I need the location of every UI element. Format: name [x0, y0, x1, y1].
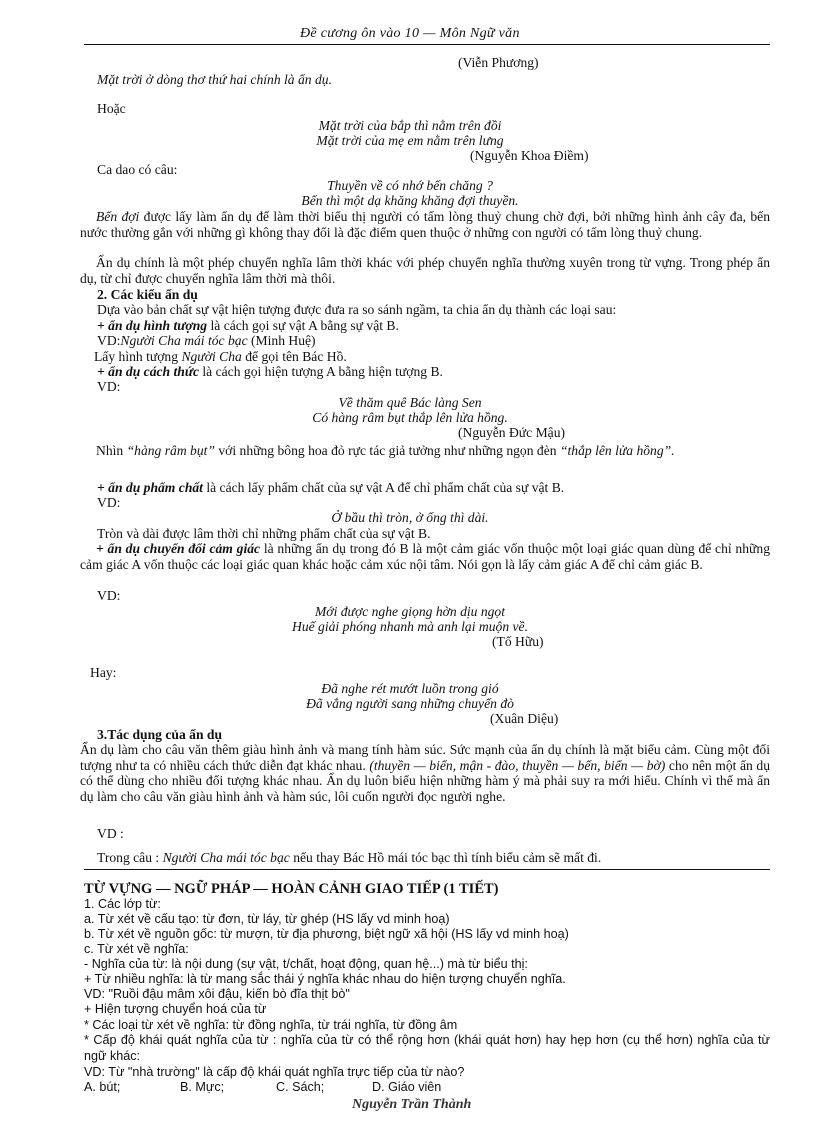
vd-label: VD :: [97, 826, 124, 841]
list-line: 1. Các lớp từ:: [84, 897, 161, 911]
paragraph: Nhìn “hàng râm bụt” với những bông hoa đỏ rực tác giả tưởng như những ngọn đèn “thắp lên lửa hồng”.: [96, 443, 675, 458]
list-line: a. Từ xét về cấu tạo: từ đơn, từ láy, từ ghép (HS lấy vd minh hoạ): [84, 912, 450, 926]
answer-option: C. Sách;: [276, 1080, 325, 1094]
list-line: VD: Từ "nhà trường" là cấp độ khái quát nghĩa trực tiếp của từ nào?: [84, 1065, 465, 1079]
list-line: + Từ nhiều nghĩa: là từ mang sắc thái ý nghĩa khác nhau do hiện tượng chuyển nghĩa.: [84, 972, 566, 986]
vd-label: VD:: [97, 379, 121, 394]
poem-line: Thuyền về có nhớ bến chăng ?: [327, 178, 493, 193]
poem-line: Ở bầu thì tròn, ở ống thì dài.: [331, 510, 489, 525]
poem-line: Có hàng râm bụt thắp lên lửa hồng.: [312, 410, 508, 425]
list-line: * Các loại từ xét về nghĩa: từ đồng nghĩa, từ trái nghĩa, từ đồng âm: [84, 1018, 458, 1032]
text-line: Mặt trời ở dòng thơ thứ hai chính là ẩn dụ.: [97, 72, 332, 87]
paragraph: Ẩn dụ làm cho câu văn thêm giàu hình ảnh và mang tính hàm súc. Sức mạnh của ẩn dụ chính là mặt biểu cảm. Cùng một đối tượng như ta có nhiều cách thức diễn đạt khác nhau. (thuyền — biển, mận - đào, thuyền — bến, biển — bờ) cho nên một ẩn dụ có thể dùng cho nhiều đối tượng khác nhau. Ẩn dụ luôn biểu hiện những hàm ý mà phải suy ra mới hiểu. Chính vì thế mà ẩn dụ làm cho câu văn giàu hình ảnh và hàm súc, lôi cuốn người đọc người nghe.: [80, 742, 770, 804]
poem-line: Huế giải phóng nhanh mà anh lại muộn về.: [292, 619, 528, 634]
list-line: - Nghĩa của từ: là nội dung (sự vật, t/chất, hoạt động, quan hệ...) mà từ biểu thị:: [84, 957, 528, 971]
header-rule: [84, 44, 770, 45]
text-line: Hoặc: [97, 101, 126, 116]
poem-line: Đã nghe rét mướt luồn trong gió: [321, 681, 499, 696]
poem-line: Bến thì một dạ khăng khăng đợi thuyền.: [301, 193, 519, 208]
author-attribution: (Nguyễn Đức Mậu): [458, 425, 566, 440]
list-line: VD: "Ruồi đậu mâm xôi đậu, kiến bò đĩa thịt bò": [84, 987, 350, 1001]
section-divider: [84, 869, 770, 870]
list-line: + Hiện tượng chuyển hoá của từ: [84, 1002, 267, 1016]
vd-label: VD:: [97, 588, 121, 603]
paragraph: + ẩn dụ chuyển đổi cảm giác là những ẩn dụ trong đó B là một cảm giác vốn thuộc một loại giác quan dùng để chỉ những cảm giác A vốn thuộc các loại giác quan khác hoặc cảm xúc nội tâm. Nói gọn là lấy cảm giác A để chỉ cảm giác B.: [80, 541, 770, 572]
text-line: Trong câu : Người Cha mái tóc bạc nếu thay Bác Hồ mái tóc bạc thì tính biểu cảm sẽ mất đi.: [97, 850, 602, 865]
footer-signature: Nguyễn Trần Thành: [352, 1097, 472, 1112]
text-line: Ca dao có câu:: [97, 162, 178, 177]
text-line: Dựa vào bản chất sự vật hiện tượng được đưa ra so sánh ngầm, ta chia ẩn dụ thành các loại sau:: [97, 302, 617, 317]
paragraph: Ẩn dụ chính là một phép chuyển nghĩa lâm thời khác với phép chuyển nghĩa thường xuyên trong từ vựng. Trong phép ẩn dụ, từ chỉ được chuyển nghĩa lâm thời mà thôi.: [80, 255, 770, 286]
page-header-title: Đề cương ôn vào 10 — Môn Ngữ văn: [300, 26, 520, 41]
metaphor-type: + ẩn dụ phẩm chất là cách lấy phẩm chất của sự vật A để chỉ phẩm chất của sự vật B.: [97, 480, 565, 495]
poem-line: Mới được nghe giọng hờn dịu ngọt: [314, 604, 506, 619]
poem-line: Đã vắng người sang những chuyến đò: [306, 696, 514, 711]
author-attribution: (Tố Hữu): [492, 634, 544, 649]
poem-line: Về thăm quê Bác làng Sen: [338, 395, 482, 410]
list-line: c. Từ xét về nghĩa:: [84, 942, 189, 956]
list-line: b. Từ xét về nguồn gốc: từ mượn, từ địa phương, biệt ngữ xã hội (HS lấy vd minh hoạ): [84, 927, 569, 941]
emphasis: Bến đợi: [96, 209, 140, 224]
example-line: VD:Người Cha mái tóc bạc (Minh Huệ): [97, 333, 316, 348]
section-heading: 2. Các kiểu ẩn dụ: [97, 287, 198, 302]
metaphor-type: + ẩn dụ hình tượng là cách gọi sự vật A bằng sự vật B.: [97, 318, 399, 333]
author-attribution: (Viễn Phương): [458, 55, 539, 70]
answer-option: A. bút;: [84, 1080, 121, 1094]
poem-line: Mặt trời của mẹ em nằm trên lưng: [316, 133, 504, 148]
author-attribution: (Xuân Diệu): [490, 711, 559, 726]
paragraph: Bến đợi được lấy làm ẩn dụ để làm thời biểu thị người có tấm lòng thuỷ chung chờ đợi, bởi những hình ảnh cây đa, bến nước thường gắn với những gì không thay đổi là đặc điểm quen thuộc ở những con người có tấm lòng thuỷ chung.: [80, 209, 770, 240]
section-title: TỪ VỰNG — NGỮ PHÁP — HOÀN CẢNH GIAO TIẾP (1 TIẾT): [84, 881, 499, 897]
text-line: Lấy hình tượng Người Cha để gọi tên Bác Hồ.: [94, 349, 347, 364]
section-heading: 3.Tác dụng của ẩn dụ: [97, 727, 223, 742]
answer-option: D. Giáo viên: [372, 1080, 442, 1094]
answer-option: B. Mực;: [180, 1080, 225, 1094]
poem-line: Mặt trời của bắp thì nằm trên đồi: [318, 118, 502, 133]
list-paragraph: * Cấp độ khái quát nghĩa của từ : nghĩa của từ có thể rộng hơn (khái quát hơn) hay hẹp hơn (cụ thể hơn) nghĩa của từ ngữ khác:: [84, 1033, 770, 1063]
vd-label: VD:: [97, 495, 121, 510]
text-line: Tròn và dài được lâm thời chỉ những phẩm chất của sự vật B.: [97, 526, 431, 541]
author-attribution: (Nguyễn Khoa Điềm): [470, 148, 589, 163]
text-line: Hay:: [90, 665, 117, 680]
metaphor-type: + ẩn dụ cách thức là cách gọi hiện tượng A bằng hiện tượng B.: [97, 364, 443, 379]
